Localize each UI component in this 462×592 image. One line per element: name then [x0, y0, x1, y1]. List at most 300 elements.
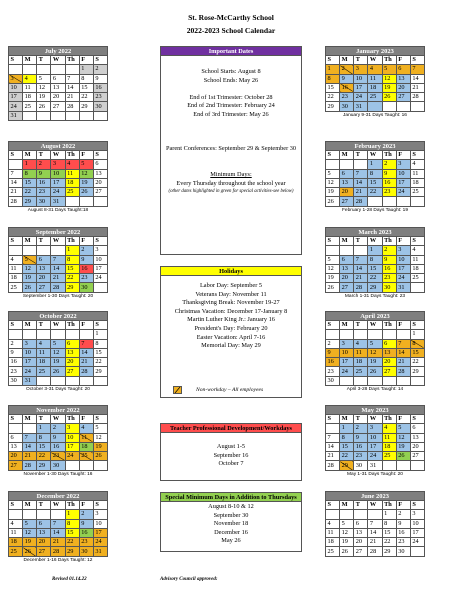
day-cell: 7	[354, 169, 368, 178]
week-row	[9, 83, 108, 92]
day-cell	[9, 160, 23, 169]
day-cell: 14	[410, 74, 424, 83]
days-taught-note: December 1-16 Days Taught: 12	[23, 557, 93, 563]
day-cell: 12	[93, 433, 107, 442]
day-cell: 4	[9, 519, 23, 528]
month-title: August 2022	[8, 141, 108, 150]
weekday-label: T	[37, 237, 51, 246]
day-cell: 13	[340, 178, 354, 187]
day-cell	[37, 510, 51, 519]
day-cell: 24	[65, 452, 79, 461]
day-cell: 4	[79, 424, 93, 433]
day-cell: 3	[93, 246, 107, 255]
info-line: Veterans Day: November 11	[195, 290, 267, 298]
day-cell: 26	[396, 452, 410, 461]
day-cell: 15	[326, 83, 340, 92]
weekday-label: S	[9, 321, 23, 330]
day-cell: 1	[382, 510, 396, 519]
weekday-label: S	[410, 415, 424, 424]
day-cell: 25	[326, 547, 340, 556]
day-cell: 26	[326, 197, 340, 206]
day-cell: 6	[340, 169, 354, 178]
day-cell: 24	[396, 274, 410, 283]
weekday-label: T	[37, 321, 51, 330]
day-cell: 27	[354, 547, 368, 556]
day-cell: 20	[51, 93, 65, 102]
day-cell: 2	[51, 424, 65, 433]
day-cell: 13	[382, 348, 396, 357]
day-cell: 3	[396, 246, 410, 255]
weekday-label: S	[93, 237, 107, 246]
day-cell: 6	[93, 160, 107, 169]
weekday-label: W	[368, 56, 382, 65]
week-row	[326, 330, 425, 339]
day-cell: 6	[340, 255, 354, 264]
day-cell: 11	[410, 255, 424, 264]
day-cell: 18	[37, 358, 51, 367]
day-cell	[93, 111, 107, 120]
day-cell	[354, 246, 368, 255]
day-cell: 29	[65, 547, 79, 556]
day-cell	[37, 330, 51, 339]
day-cell: 22	[65, 274, 79, 283]
info-line: August 1-5	[216, 443, 246, 450]
day-cell: 24	[51, 188, 65, 197]
weekday-label: S	[93, 56, 107, 65]
day-cell: 13	[37, 264, 51, 273]
weekday-label: F	[396, 151, 410, 160]
week-row	[9, 348, 108, 357]
day-cell	[326, 424, 340, 433]
day-cell: 30	[51, 461, 65, 470]
day-cell: 9	[354, 433, 368, 442]
weekday-label: S	[9, 237, 23, 246]
day-cell	[51, 330, 65, 339]
special-minimum-days-box	[160, 492, 302, 552]
day-cell: 3	[93, 510, 107, 519]
day-cell	[23, 424, 37, 433]
day-cell	[37, 376, 51, 385]
day-cell: 14	[396, 348, 410, 357]
day-cell	[410, 197, 424, 206]
day-cell: 18	[410, 264, 424, 273]
day-cell: 18	[23, 93, 37, 102]
day-cell: 22	[410, 358, 424, 367]
day-cell: 22	[340, 452, 354, 461]
day-cell: 16	[37, 178, 51, 187]
day-cell: 17	[396, 264, 410, 273]
weekday-label: T	[354, 415, 368, 424]
day-cell: 19	[382, 83, 396, 92]
day-cell: 28	[368, 547, 382, 556]
day-cell: 9	[79, 519, 93, 528]
day-cell: 14	[23, 442, 37, 451]
day-cell: 15	[368, 264, 382, 273]
day-cell	[368, 510, 382, 519]
day-cell: 12	[23, 528, 37, 537]
day-cell	[410, 376, 424, 385]
day-cell: 20	[93, 178, 107, 187]
day-cell: 7	[368, 519, 382, 528]
week-row	[9, 330, 108, 339]
week-row	[9, 547, 108, 556]
day-cell: 9	[93, 74, 107, 83]
day-cell: 29	[23, 197, 37, 206]
day-cell: 25	[79, 452, 93, 461]
day-cell: 31	[354, 102, 368, 111]
month-title: January 2023	[325, 46, 425, 55]
day-cell: 5	[93, 424, 107, 433]
weekday-label: Th	[65, 237, 79, 246]
day-cell	[396, 461, 410, 470]
info-line	[161, 120, 301, 129]
weekday-label: M	[23, 415, 37, 424]
day-cell	[79, 376, 93, 385]
weekday-label: F	[396, 237, 410, 246]
school-name: St. Rose-McCarthy School	[188, 13, 274, 22]
weekday-header-row	[9, 415, 108, 424]
day-cell: 19	[51, 358, 65, 367]
day-cell: 30	[396, 547, 410, 556]
day-cell: 10	[354, 74, 368, 83]
week-row	[9, 442, 108, 451]
weekday-header-row	[326, 415, 425, 424]
week-row	[326, 442, 425, 451]
day-cell: 12	[79, 169, 93, 178]
weekday-header-row	[326, 501, 425, 510]
day-cell	[51, 65, 65, 74]
week-row	[9, 283, 108, 292]
week-row	[326, 65, 425, 74]
day-cell: 12	[368, 348, 382, 357]
week-row	[326, 197, 425, 206]
info-line	[161, 137, 301, 146]
day-cell: 16	[9, 358, 23, 367]
day-cell: 6	[9, 433, 23, 442]
day-cell: 30	[37, 197, 51, 206]
day-cell: 25	[37, 367, 51, 376]
day-cell	[51, 246, 65, 255]
day-cell: 29	[368, 283, 382, 292]
day-cell: 17	[93, 528, 107, 537]
month-title: June 2023	[325, 491, 425, 500]
day-cell	[51, 376, 65, 385]
days-taught-note: January 9-31 Days Taught: 16	[343, 112, 407, 118]
day-cell: 14	[51, 528, 65, 537]
week-row	[326, 264, 425, 273]
info-line: September 16	[213, 451, 249, 459]
week-row	[9, 74, 108, 83]
day-cell: 31	[9, 111, 23, 120]
day-cell: 14	[326, 442, 340, 451]
day-cell: 12	[23, 264, 37, 273]
weekday-label: T	[37, 501, 51, 510]
week-row	[326, 348, 425, 357]
day-cell: 4	[354, 339, 368, 348]
day-cell	[354, 510, 368, 519]
day-cell	[326, 510, 340, 519]
day-cell: 5	[340, 519, 354, 528]
day-cell: 29	[93, 367, 107, 376]
weekday-label: M	[340, 237, 354, 246]
day-cell	[37, 246, 51, 255]
day-cell: 12	[51, 348, 65, 357]
weekday-label: W	[368, 501, 382, 510]
day-cell: 12	[340, 528, 354, 537]
day-cell: 31	[396, 283, 410, 292]
day-cell: 7	[51, 519, 65, 528]
day-cell: 11	[326, 528, 340, 537]
weekday-header-row	[9, 237, 108, 246]
day-cell: 28	[65, 102, 79, 111]
day-cell: 22	[23, 188, 37, 197]
day-cell	[368, 102, 382, 111]
month-grid	[325, 320, 425, 386]
info-line: November 18	[213, 520, 249, 528]
weekday-label: M	[340, 415, 354, 424]
day-cell: 14	[65, 83, 79, 92]
day-cell	[396, 376, 410, 385]
info-line: School Ends: May 26	[203, 76, 259, 84]
week-row	[326, 83, 425, 92]
day-cell	[93, 197, 107, 206]
info-line: End of 3rd Trimester: May 26	[193, 110, 269, 118]
month-title: September 2022	[8, 227, 108, 236]
day-cell: 31	[93, 547, 107, 556]
weekday-label: S	[9, 415, 23, 424]
day-cell: 8	[23, 169, 37, 178]
day-cell: 2	[79, 246, 93, 255]
day-cell: 20	[37, 538, 51, 547]
days-taught-note: August 8-31 Days Taught:18	[27, 207, 89, 213]
weekday-label: F	[79, 237, 93, 246]
advisory-approval: Advisory Council approved:	[160, 577, 218, 582]
weekday-label: F	[79, 56, 93, 65]
day-cell: 6	[354, 519, 368, 528]
day-cell: 5	[382, 65, 396, 74]
day-cell: 25	[410, 188, 424, 197]
day-cell: 23	[382, 274, 396, 283]
month-title: March 2023	[325, 227, 425, 236]
week-row	[9, 264, 108, 273]
month-calendar-sep	[8, 227, 108, 300]
day-cell: 21	[65, 93, 79, 102]
day-cell: 27	[93, 188, 107, 197]
month-grid	[325, 414, 425, 471]
month-grid	[8, 55, 108, 121]
day-cell: 26	[340, 547, 354, 556]
day-cell: 24	[23, 367, 37, 376]
day-cell: 7	[410, 65, 424, 74]
day-cell: 20	[340, 188, 354, 197]
day-cell: 12	[396, 433, 410, 442]
day-cell: 7	[65, 74, 79, 83]
weekday-label: S	[326, 237, 340, 246]
day-cell: 10	[396, 169, 410, 178]
day-cell: 18	[368, 83, 382, 92]
weekday-label: T	[37, 415, 51, 424]
month-calendar-may	[325, 405, 425, 478]
day-cell: 13	[51, 83, 65, 92]
week-row	[326, 169, 425, 178]
day-cell: 14	[51, 264, 65, 273]
day-cell: 31	[23, 376, 37, 385]
month-grid	[325, 236, 425, 293]
day-cell	[37, 65, 51, 74]
day-cell	[23, 111, 37, 120]
week-row	[326, 93, 425, 102]
day-cell: 29	[326, 102, 340, 111]
day-cell: 13	[340, 264, 354, 273]
day-cell: 9	[396, 519, 410, 528]
info-line	[161, 128, 301, 137]
day-cell: 3	[354, 65, 368, 74]
day-cell	[382, 330, 396, 339]
week-row	[9, 461, 108, 470]
weekday-label: F	[396, 321, 410, 330]
day-cell: 25	[23, 102, 37, 111]
info-line: School Starts: August 8	[201, 68, 261, 75]
day-cell: 17	[93, 264, 107, 273]
day-cell: 3	[65, 424, 79, 433]
day-cell: 27	[65, 367, 79, 376]
week-row	[9, 424, 108, 433]
info-line: End of 1st Trimester: October 28	[189, 93, 273, 101]
day-cell: 12	[382, 74, 396, 83]
day-cell: 16	[79, 264, 93, 273]
day-cell	[23, 330, 37, 339]
info-line: Every Thursday throughout the school year	[176, 179, 286, 187]
day-cell: 21	[396, 358, 410, 367]
day-cell: 26	[23, 283, 37, 292]
day-cell: 29	[37, 461, 51, 470]
day-cell: 2	[326, 339, 340, 348]
day-cell	[396, 330, 410, 339]
special-minimum-days-list	[161, 502, 301, 546]
day-cell: 19	[79, 178, 93, 187]
day-cell: 21	[410, 83, 424, 92]
day-cell: 22	[79, 93, 93, 102]
weekday-label: F	[396, 501, 410, 510]
day-cell	[23, 510, 37, 519]
weekday-label: Th	[382, 501, 396, 510]
weekday-label: M	[23, 151, 37, 160]
day-cell: 4	[9, 255, 23, 264]
weekday-label: Th	[382, 151, 396, 160]
day-cell: 19	[93, 442, 107, 451]
weekday-label: T	[354, 237, 368, 246]
weekday-label: Th	[382, 321, 396, 330]
day-cell: 3	[368, 424, 382, 433]
weekday-label: S	[9, 56, 23, 65]
day-cell: 6	[65, 339, 79, 348]
day-cell: 20	[396, 83, 410, 92]
day-cell	[396, 197, 410, 206]
week-row	[9, 339, 108, 348]
day-cell: 21	[368, 538, 382, 547]
day-cell: 23	[79, 274, 93, 283]
day-cell: 16	[340, 83, 354, 92]
day-cell: 5	[326, 169, 340, 178]
day-cell	[93, 283, 107, 292]
week-row	[9, 111, 108, 120]
day-cell	[23, 65, 37, 74]
day-cell: 17	[340, 358, 354, 367]
day-cell: 22	[326, 93, 340, 102]
teacher-pd-list	[161, 433, 301, 469]
important-dates-list	[161, 56, 301, 188]
day-cell	[368, 330, 382, 339]
day-cell: 15	[382, 528, 396, 537]
day-cell: 1	[368, 246, 382, 255]
days-taught-note: October 3-31 Days Taught: 20	[26, 387, 90, 393]
day-cell	[65, 65, 79, 74]
week-row	[326, 433, 425, 442]
week-row	[326, 178, 425, 187]
day-cell: 16	[79, 528, 93, 537]
day-cell: 28	[354, 197, 368, 206]
info-line	[161, 85, 301, 94]
day-cell: 15	[37, 442, 51, 451]
day-cell: 10	[23, 348, 37, 357]
info-line: Thanksgiving Break: November 19-27	[182, 299, 280, 307]
weekday-label: Th	[65, 415, 79, 424]
day-cell	[382, 461, 396, 470]
day-cell: 30	[354, 461, 368, 470]
day-cell: 13	[354, 528, 368, 537]
day-cell: 7	[23, 433, 37, 442]
day-cell: 4	[382, 424, 396, 433]
holidays-box	[160, 266, 302, 398]
day-cell: 9	[9, 348, 23, 357]
days-taught-note: May 1-31 Days Taught: 20	[347, 471, 403, 477]
day-cell: 7	[354, 255, 368, 264]
day-cell: 7	[51, 255, 65, 264]
day-cell: 22	[93, 358, 107, 367]
day-cell	[340, 160, 354, 169]
week-row	[326, 74, 425, 83]
day-cell	[65, 461, 79, 470]
day-cell: 1	[37, 424, 51, 433]
day-cell: 20	[340, 274, 354, 283]
weekday-label: W	[368, 321, 382, 330]
day-cell: 11	[65, 169, 79, 178]
day-cell: 8	[368, 169, 382, 178]
weekday-header-row	[9, 501, 108, 510]
day-cell	[51, 510, 65, 519]
day-cell: 5	[79, 160, 93, 169]
day-cell: 15	[65, 528, 79, 537]
day-cell: 8	[382, 519, 396, 528]
week-row	[9, 274, 108, 283]
day-cell: 25	[9, 283, 23, 292]
days-taught-note: September 1-30 Days Taught: 20	[22, 293, 94, 299]
day-cell: 3	[23, 339, 37, 348]
day-cell: 18	[382, 442, 396, 451]
month-grid	[325, 55, 425, 112]
day-cell: 9	[51, 433, 65, 442]
day-cell: 4	[37, 339, 51, 348]
week-row	[9, 519, 108, 528]
info-line: Minimum Days:	[210, 171, 252, 179]
day-cell: 10	[93, 255, 107, 264]
day-cell: 2	[79, 510, 93, 519]
legend-row	[173, 381, 301, 394]
day-cell: 15	[23, 178, 37, 187]
week-row	[326, 547, 425, 556]
weekday-header-row	[9, 151, 108, 160]
weekday-header-row	[326, 237, 425, 246]
